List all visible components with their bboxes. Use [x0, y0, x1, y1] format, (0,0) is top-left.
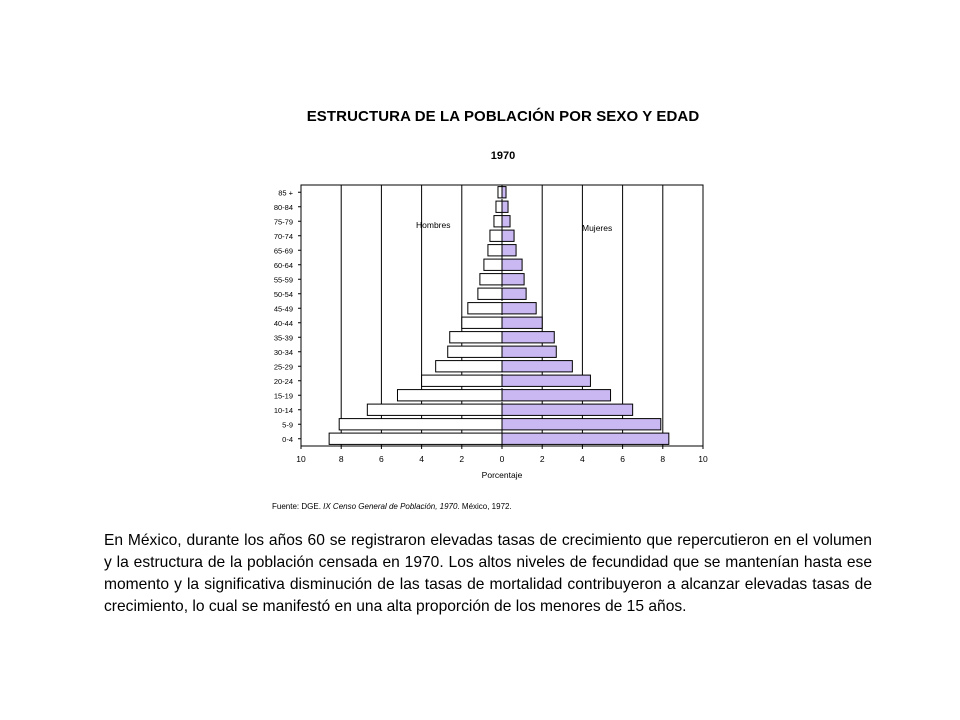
source-suffix: . México, 1972.	[457, 502, 512, 511]
category-label: 15-19	[273, 391, 293, 401]
annotation-mujeres: Mujeres	[582, 223, 613, 233]
bar-hombres	[480, 274, 502, 285]
bar-hombres	[484, 259, 502, 270]
bar-mujeres	[502, 375, 590, 386]
bar-hombres	[339, 419, 502, 430]
bar-mujeres	[502, 230, 514, 241]
bar-hombres	[494, 216, 502, 227]
category-label: 25-29	[273, 362, 293, 372]
x-tick-label: 6	[379, 454, 384, 464]
bar-mujeres	[502, 245, 516, 256]
bar-hombres	[436, 361, 502, 372]
category-label: 40-44	[273, 318, 293, 328]
x-tick-label: 4	[580, 454, 585, 464]
bar-mujeres	[502, 274, 524, 285]
category-label: 35-39	[273, 333, 293, 343]
category-label: 10-14	[273, 405, 293, 415]
chart-subtitle: 1970	[490, 150, 516, 162]
chart-title: ESTRUCTURA DE LA POBLACIÓN POR SEXO Y EDAD	[306, 108, 700, 125]
category-label: 55-59	[273, 275, 293, 285]
bar-hombres	[468, 303, 502, 314]
x-tick-label: 10	[296, 454, 306, 464]
x-tick-label: 0	[499, 454, 505, 464]
bar-mujeres	[502, 332, 554, 343]
bar-mujeres	[502, 317, 542, 328]
category-label: 65-69	[273, 246, 293, 256]
category-label: 30-34	[273, 347, 293, 357]
bar-hombres	[478, 288, 502, 299]
category-label: 85 +	[278, 188, 293, 198]
category-label: 60-64	[273, 260, 293, 270]
category-label: 80-84	[273, 202, 293, 212]
x-tick-label: 8	[338, 454, 344, 464]
bar-hombres	[367, 404, 502, 415]
source-note	[272, 502, 512, 511]
category-label: 45-49	[273, 304, 293, 314]
source-title: IX Censo General de Población, 1970	[323, 502, 458, 511]
annotation-hombres: Hombres	[416, 220, 451, 230]
bar-hombres	[422, 375, 502, 386]
bar-mujeres	[502, 346, 556, 357]
source-prefix: Fuente: DGE.	[272, 502, 324, 511]
bar-mujeres	[502, 259, 522, 270]
x-tick-label: 8	[660, 454, 666, 464]
bar-hombres	[490, 230, 502, 241]
bar-hombres	[496, 201, 502, 212]
bar-mujeres	[502, 288, 526, 299]
category-label: 0-4	[282, 434, 293, 444]
category-label: 75-79	[273, 217, 293, 227]
bar-hombres	[329, 433, 502, 444]
bar-mujeres	[502, 187, 506, 198]
category-label: 20-24	[273, 376, 293, 386]
x-axis-label: Porcentaje	[481, 470, 523, 480]
bar-mujeres	[502, 390, 611, 401]
bar-mujeres	[502, 216, 510, 227]
bar-hombres	[488, 245, 502, 256]
bar-mujeres	[502, 433, 669, 444]
x-tick-label: 4	[419, 454, 424, 464]
x-tick-label: 10	[698, 454, 708, 464]
bar-mujeres	[502, 361, 572, 372]
bar-hombres	[450, 332, 502, 343]
category-label: 50-54	[273, 289, 293, 299]
x-tick-label: 6	[620, 454, 625, 464]
bar-mujeres	[502, 303, 536, 314]
bar-hombres	[397, 390, 502, 401]
description-paragraph: En México, durante los años 60 se registraron elevadas tasas de crecimiento que repercutieron en el volumen y la estructura de la población censada en 1970. Los altos niveles de fecundidad que se mantenían hasta ese momento y la significativa disminución de las tasas de mortalidad contribuyeron a alcanzar elevadas tasas de crecimiento, lo cual se manifestó en una alta proporción de los menores de 15 años.	[104, 532, 872, 615]
bar-hombres	[498, 187, 502, 198]
category-label: 70-74	[273, 231, 293, 241]
bar-mujeres	[502, 404, 633, 415]
x-tick-label: 2	[539, 454, 545, 464]
x-tick-label: 2	[459, 454, 465, 464]
bar-mujeres	[502, 201, 508, 212]
bar-hombres	[462, 317, 502, 328]
bar-mujeres	[502, 419, 661, 430]
category-label: 5-9	[282, 420, 293, 430]
bar-hombres	[448, 346, 502, 357]
